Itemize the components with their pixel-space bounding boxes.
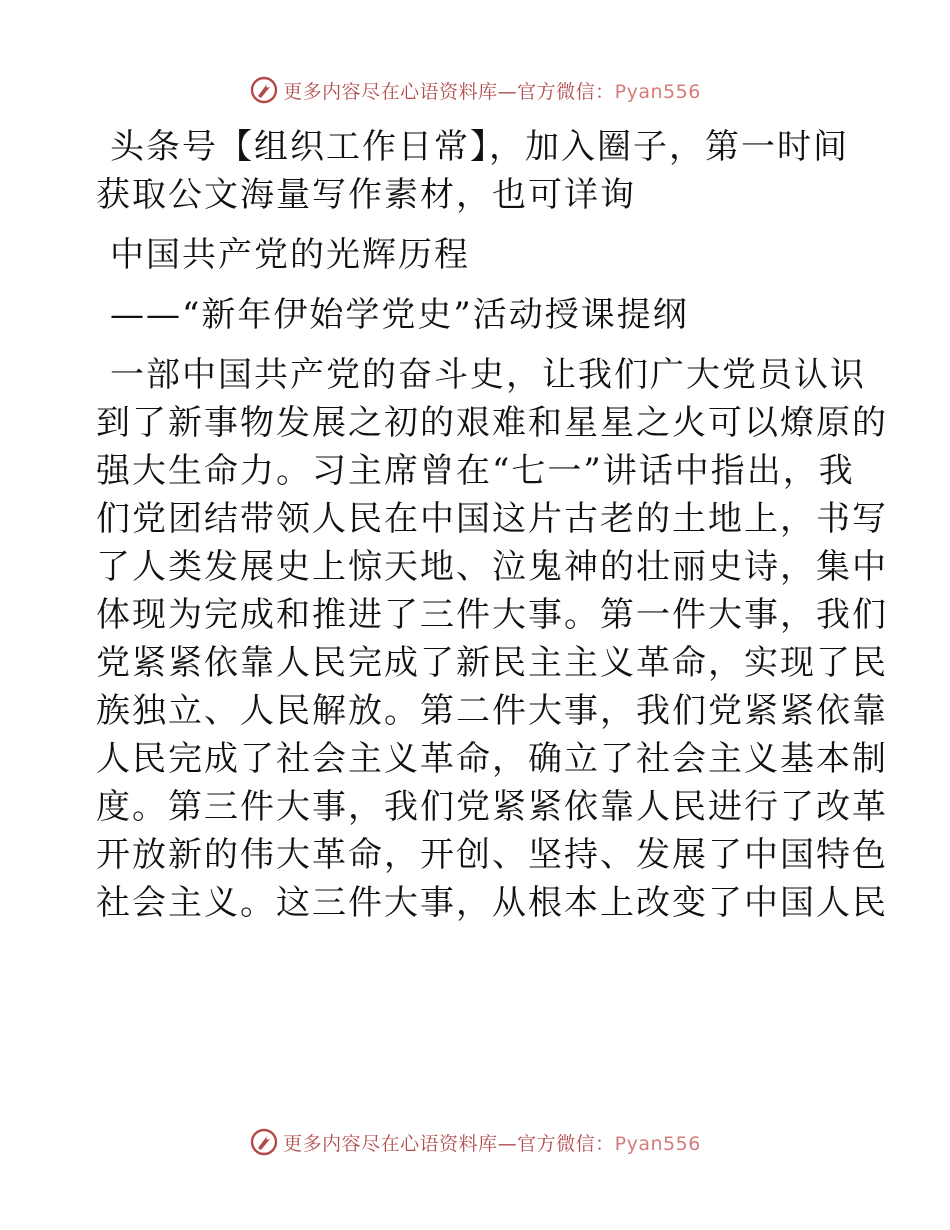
paragraph-line: 了人类发展史上惊天地、泣鬼神的壮丽史诗，集中 <box>96 547 888 587</box>
paragraph-line: 人民完成了社会主义革命，确立了社会主义基本制 <box>96 739 888 779</box>
paragraph-line: 们党团结带领人民在中国这片古老的土地上，书写 <box>96 499 888 539</box>
paragraph-line: 社会主义。这三件大事，从根本上改变了中国人民 <box>96 883 888 923</box>
document-title: 中国共产党的光辉历程 <box>110 235 470 275</box>
paragraph-line: 党紧紧依靠人民完成了新民主主义革命，实现了民 <box>96 643 888 683</box>
document-subtitle: ——“新年伊始学党史”活动授课提纲 <box>110 295 689 335</box>
watermark-handle: Pyan556 <box>614 80 701 103</box>
paragraph-line: 族独立、人民解放。第二件大事，我们党紧紧依靠 <box>96 691 888 731</box>
paragraph-line: 到了新事物发展之初的艰难和星星之火可以燎原的 <box>96 403 888 443</box>
paragraph-line: 度。第三件大事，我们党紧紧依靠人民进行了改革 <box>96 787 888 827</box>
pen-nib-logo-icon <box>249 75 279 105</box>
watermark-text: 更多内容尽在心语资料库—官方微信：Pyan556 <box>283 80 701 103</box>
intro-line-2: 获取公文海量写作素材，也可详询 <box>96 175 636 215</box>
document-body <box>96 123 888 927</box>
paragraph-line: 体现为完成和推进了三件大事。第一件大事，我们 <box>96 595 888 635</box>
header-watermark <box>0 70 950 110</box>
footer-watermark <box>0 1122 950 1162</box>
watermark-text: 更多内容尽在心语资料库—官方微信：Pyan556 <box>283 1132 701 1155</box>
paragraph-line: 一部中国共产党的奋斗史，让我们广大党员认识 <box>110 355 866 395</box>
pen-nib-logo-icon <box>249 1127 279 1157</box>
watermark-handle: Pyan556 <box>614 1132 701 1155</box>
paragraph-line: 开放新的伟大革命，开创、坚持、发展了中国特色 <box>96 835 888 875</box>
paragraph-line: 强大生命力。习主席曾在“七一”讲话中指出，我 <box>96 451 855 491</box>
intro-line-1: 头条号【组织工作日常】，加入圈子，第一时间 <box>110 127 849 167</box>
body-paragraph <box>96 351 888 927</box>
